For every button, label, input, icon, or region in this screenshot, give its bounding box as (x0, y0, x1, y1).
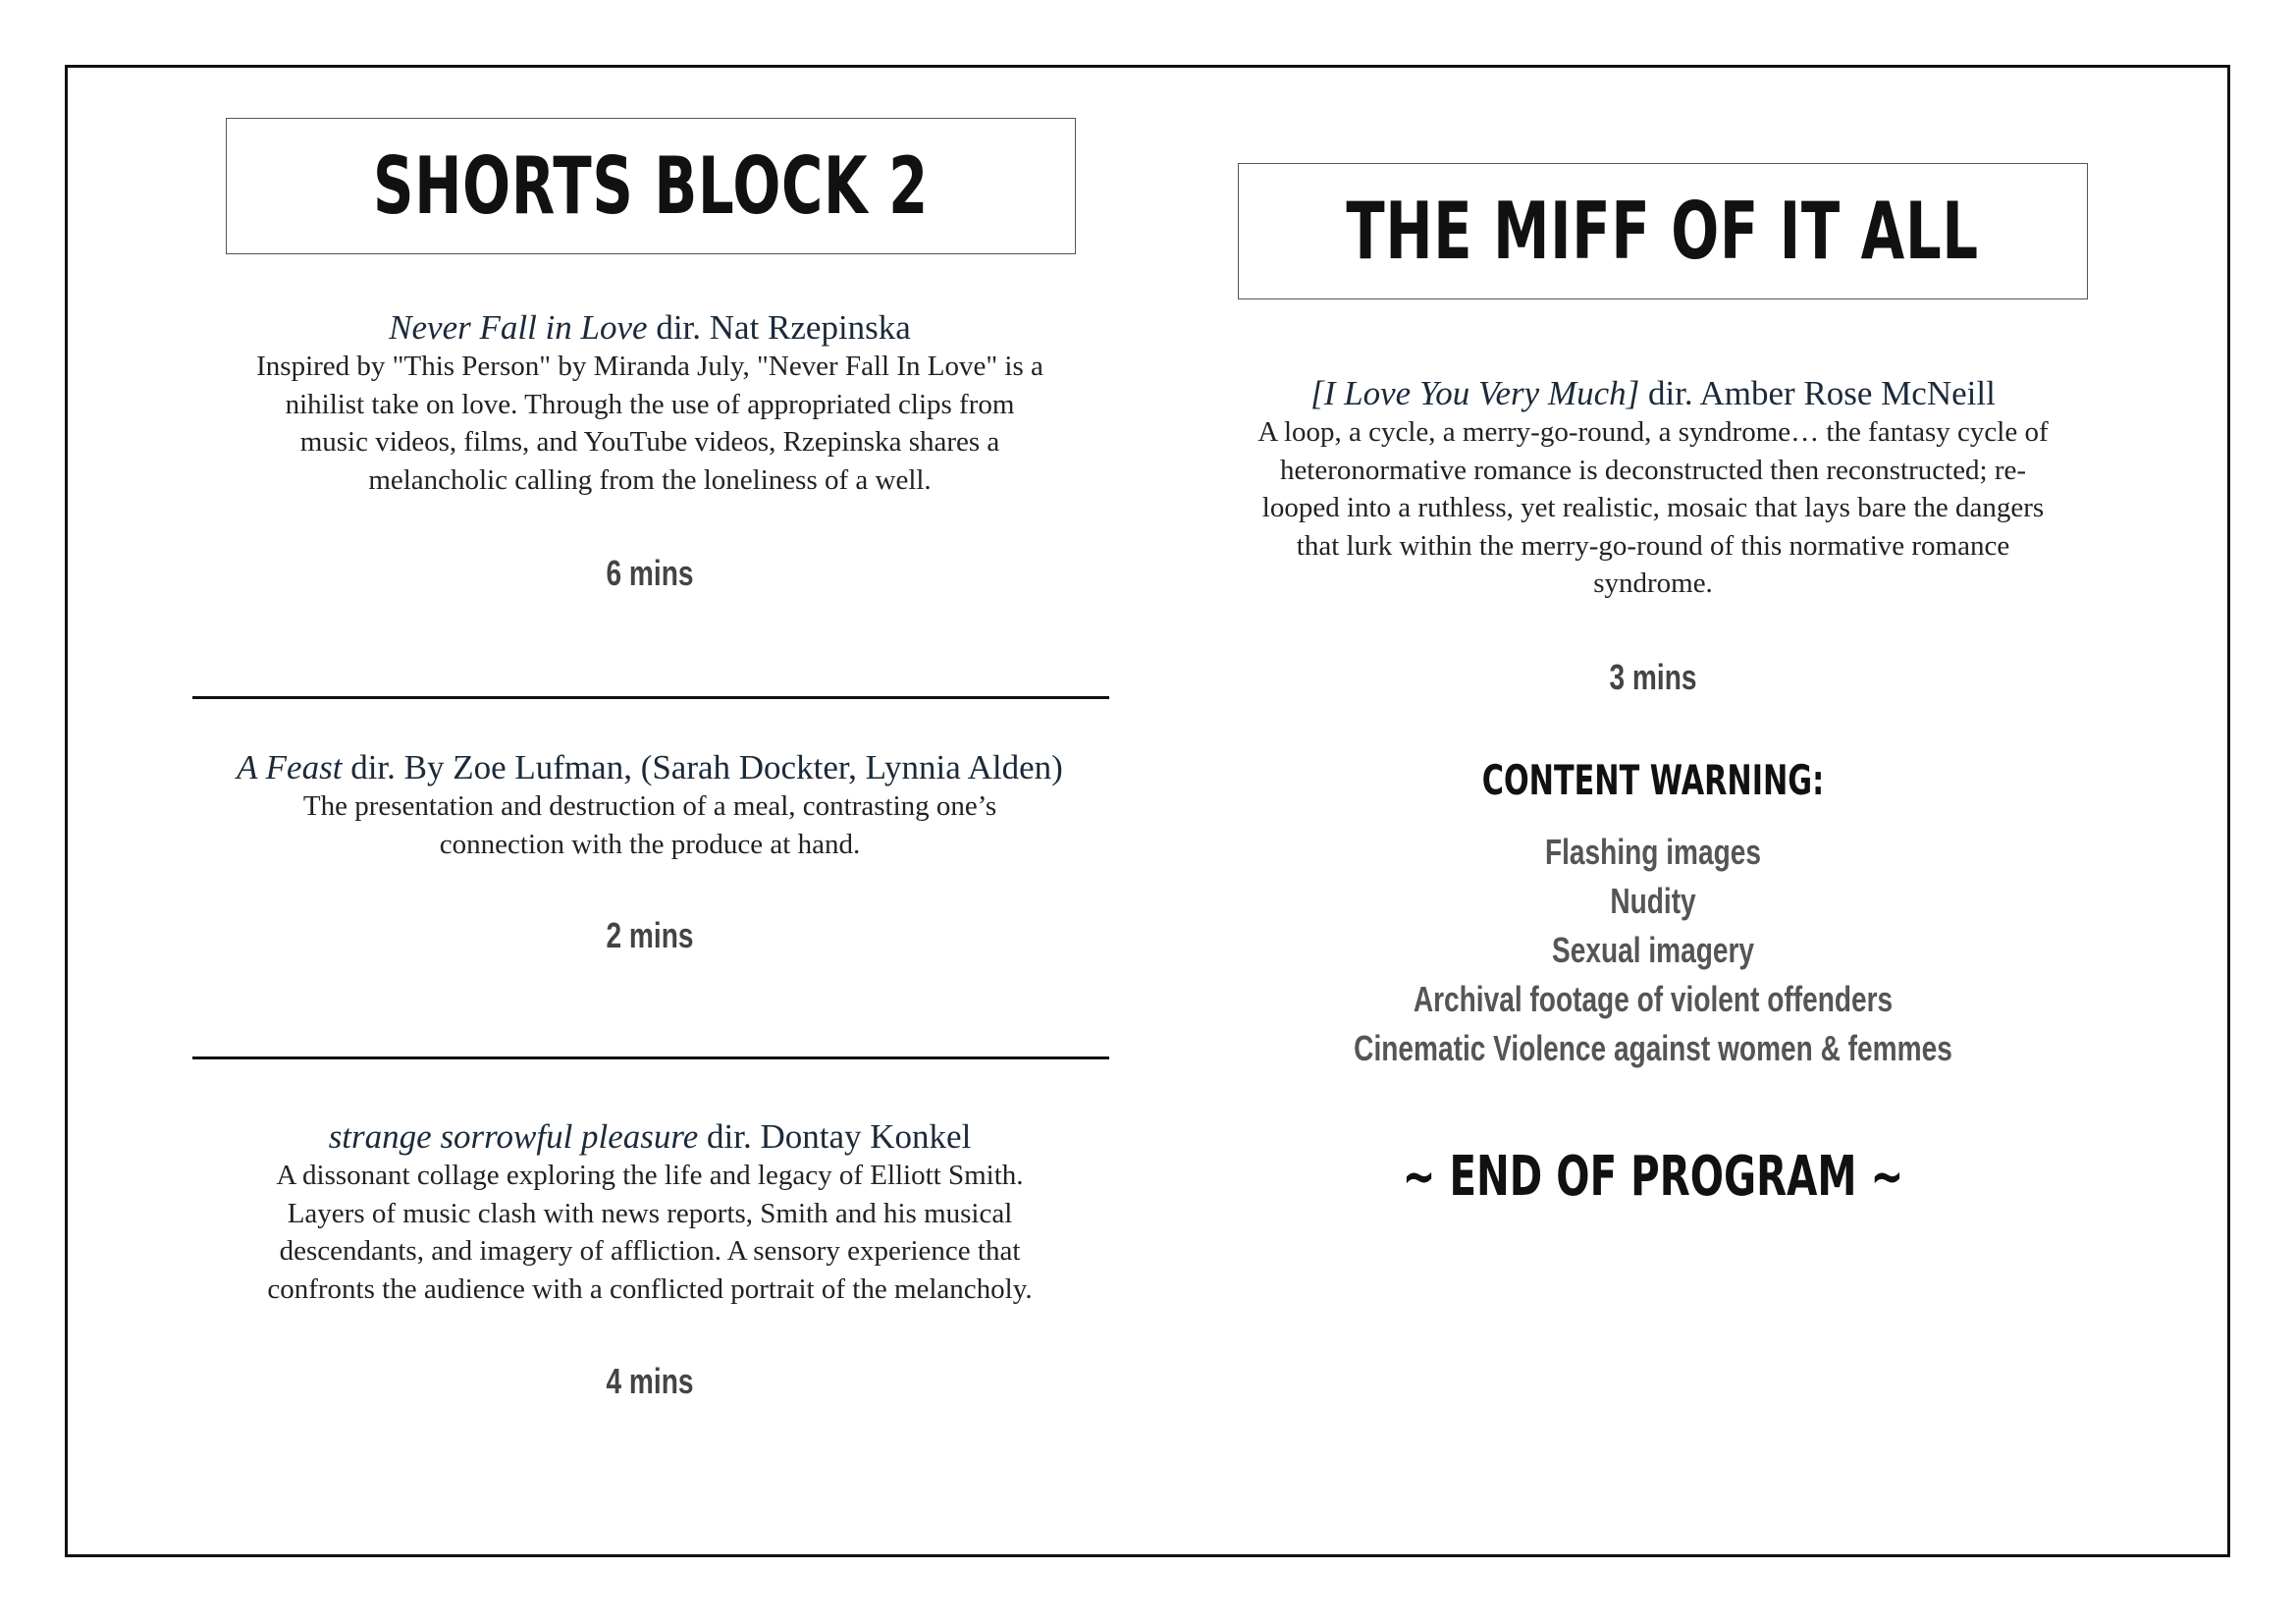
film-description: A dissonant collage exploring the life and legacy of Elliott Smith. Layers of music clash with news reports, Smith and his musical descendants, and imagery of affliction. A sensory experience that confronts the audience with a conflicted portrait of the melancholy. (267, 1160, 1033, 1305)
film-credit: dir. Amber Rose McNeill (1639, 374, 1996, 412)
content-warning-item: Archival footage of violent offenders (1413, 979, 1894, 1019)
content-warning-item: Flashing images (1544, 832, 1762, 872)
film-runtime: 4 mins (606, 1361, 694, 1401)
film-heading (190, 748, 1109, 787)
film-description: Inspired by "This Person" by Miranda July, "Never Fall In Love" is a nihilist take on love. Through the use of appropriated clips from music videos, films, and YouTube videos, Rzepinska shares a melancholic calling from the loneliness of a well. (256, 351, 1043, 496)
content-warning-item: Sexual imagery (1551, 930, 1755, 970)
block-title-box-left (226, 118, 1076, 254)
film-heading (190, 308, 1109, 348)
film-title: A Feast (237, 748, 343, 786)
block-title: SHORTS BLOCK 2 (373, 140, 929, 232)
film-description: The presentation and destruction of a meal, contrasting one’s connection with the produce at hand. (302, 790, 997, 860)
content-warning-heading: CONTENT WARNING: (1481, 756, 1825, 804)
divider (192, 1056, 1109, 1059)
block-title: THE MIFF OF IT ALL (1346, 186, 1980, 277)
content-warning-item: Nudity (1610, 881, 1696, 921)
film-title: [I Love You Very Much] (1310, 374, 1640, 412)
block-title-box-right (1238, 163, 2088, 299)
divider (192, 696, 1109, 699)
film-heading (190, 1117, 1109, 1157)
film-description: A loop, a cycle, a merry-go-round, a syndrome… the fantasy cycle of heteronormative romance is deconstructed then reconstructed; re- looped into a ruthless, yet realistic, mosaic that lays bare the dangers that lurk within the merry-go-round of this normative romance syndrome. (1257, 416, 2049, 599)
film-entry (190, 748, 1109, 863)
film-runtime: 6 mins (606, 553, 694, 593)
film-entry (1194, 374, 2112, 603)
film-title: strange sorrowful pleasure (328, 1117, 699, 1156)
end-of-program: ~ END OF PROGRAM ~ (1402, 1145, 1904, 1209)
content-warning-item: Cinematic Violence against women & femmes (1354, 1028, 1952, 1068)
film-runtime: 3 mins (1609, 657, 1697, 697)
film-heading (1194, 374, 2112, 413)
film-entry (190, 1117, 1109, 1308)
film-credit: dir. Dontay Konkel (698, 1117, 972, 1156)
content-warning-list (1194, 828, 2112, 1073)
film-entry (190, 308, 1109, 499)
film-credit: dir. Nat Rzepinska (647, 308, 911, 347)
film-title: Never Fall in Love (389, 308, 648, 347)
film-runtime: 2 mins (606, 915, 694, 955)
film-credit: dir. By Zoe Lufman, (Sarah Dockter, Lynnia Alden) (342, 748, 1063, 786)
